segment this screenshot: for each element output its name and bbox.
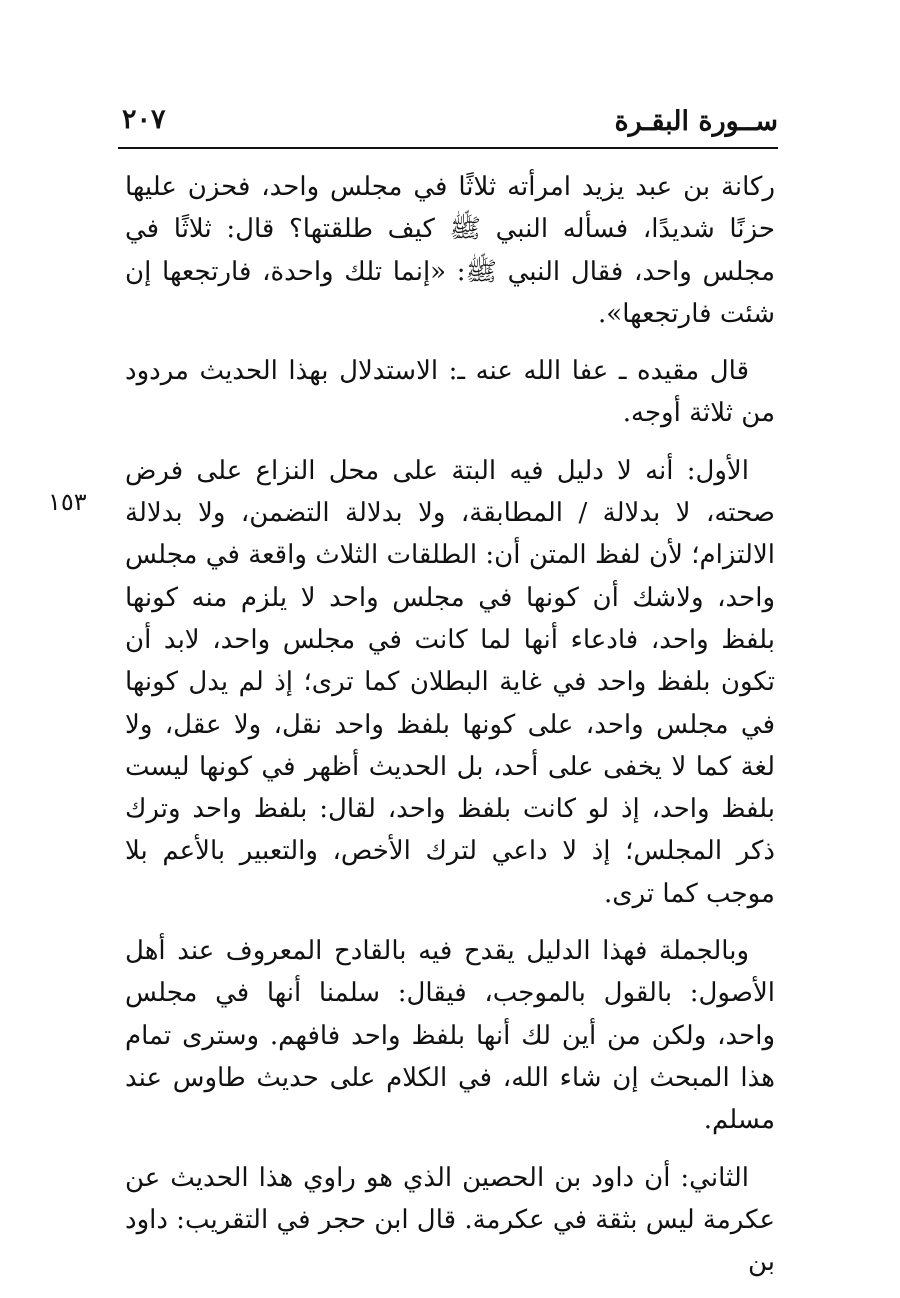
paragraph-3: الأول: أنه لا دليل فيه البتة على محل النزاع على فرض صحته، لا بدلالة / المطابقة، ولا بدلالة التضمن، ولا بدلالة الالتزام؛ لأن لفظ المتن أن: الطلقات الثلاث واقعة في مجلس واحد، ولاشك أن كونها في مجلس واحد لا يلزم منه كونها بلفظ واحد، فادعاء أنها لما كانت في مجلس واحد، لابد أن تكون بلفظ واحد في غاية البطلان كما ترى؛ إذ لم يدل كونها في مجلس واحد، على كونها بلفظ واحد نقل، ولا عقل، ولا لغة كما لا يخفى على أحد، بل الحديث أظهر في كونها ليست بلفظ واحد، إذ لو كانت بلفظ واحد، لقال: بلفظ واحد وترك ذكر المجلس؛ إذ لا داعي لترك الأخص، والتعبير بالأعم بلا موجب كما ترى. bbox=[125, 455, 775, 909]
margin-page-reference: ١٥٣ bbox=[48, 488, 87, 516]
header-rule bbox=[118, 147, 778, 149]
surah-title: ســورة البقـرة bbox=[614, 106, 778, 137]
body-text bbox=[125, 166, 775, 1298]
paragraph-4: وبالجملة فهذا الدليل يقدح فيه بالقادح المعروف عند أهل الأصول: بالقول بالموجب، فيقال: سلمنا أنها في مجلس واحد، ولكن من أين لك أنها بلفظ واحد فافهم. وسترى تمام هذا المبحث إن شاء الله، في الكلام على حديث طاوس عند مسلم. bbox=[125, 936, 775, 1136]
paragraph-1: ركانة بن عبد يزيد امرأته ثلاثًا في مجلس واحد، فحزن عليها حزنًا شديدًا، فسأله النبي ﷺ كيف طلقتها؟ قال: ثلاثًا في مجلس واحد، فقال النبي ﷺ: «إنما تلك واحدة، فارتجعها إن شئت فارتجعها». bbox=[125, 172, 775, 329]
page-header bbox=[118, 100, 778, 150]
paragraph-2: قال مقيده ـ عفا الله عنه ـ: الاستدلال بهذا الحديث مردود من ثلاثة أوجه. bbox=[125, 356, 775, 429]
paragraph-5: الثاني: أن داود بن الحصين الذي هو راوي هذا الحديث عن عكرمة ليس بثقة في عكرمة. قال ابن حجر في التقريب: داود بن bbox=[124, 1162, 775, 1278]
page-number: ٢٠٧ bbox=[122, 104, 166, 135]
